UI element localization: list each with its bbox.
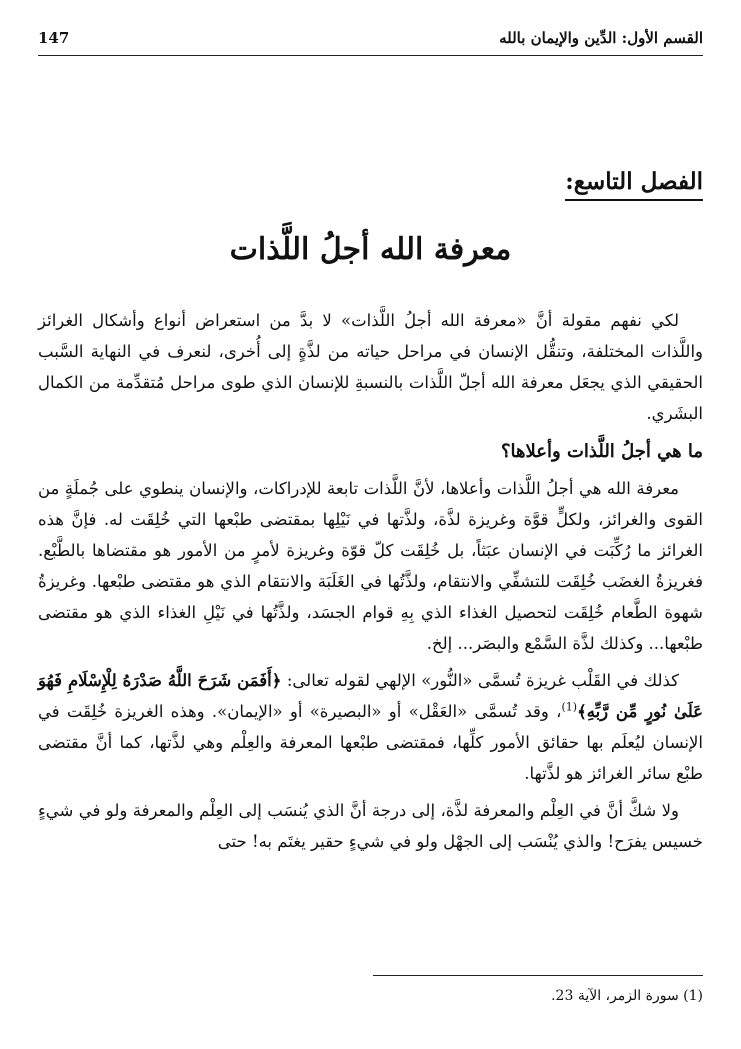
running-header xyxy=(38,26,703,50)
paragraph-pleasures: معرفة الله هي أجلُ اللَّذات وأعلاها، لأنَّ اللَّذات تابعة للإدراكات، والإنسان ينطوي على جُملَةٍ من القوى والغرائز، ولكلٍّ قوَّة وغريزة لذَّة، ولذَّتها في نَيْلِها بمقتضى طبْعها التي خُلِقَت له. فإنَّ هذه الغرائز ما رُكِّبَت في الإنسان عبَثاً، بل خُلِقَت كلّ قوّة وغريزة لأمرٍ من الأمور هو مقتضاها بالطَّبْع. فغريزةُ الغضَب خُلِقَت للتشفِّي والانتقام، ولذَّتُها في الغَلَبَة والانتقام الذي هو مقتضى طبْعها. وغريزةُ شهوة الطَّعام خُلِقَت لتحصيل الغذاء الذي بِهِ قوام الجسَد، ولذَّتُها في نَيْلِ الغذاء الذي هو مقتضى طبْعها... وكذلك لذَّة السَّمْع والبصَر... إلخ. xyxy=(38,479,703,653)
footnote-divider xyxy=(373,975,703,976)
quran-verse: ﴿أَفَمَن شَرَحَ اللَّهُ صَدْرَهُ لِلْإِسْلَامِ فَهُوَ عَلَىٰ نُورٍ مِّن رَّبِّهِ﴾ xyxy=(38,671,703,721)
page-number: 147 xyxy=(38,29,70,47)
body-text xyxy=(38,305,703,863)
footnote-reference[interactable]: (1) xyxy=(561,700,578,714)
chapter-label: الفصل التاسع: xyxy=(565,168,703,201)
paragraph-knowledge: ولا شكَّ أنَّ في العِلْم والمعرفة لذَّة، إلى درجة أنَّ الذي يُنسَب إلى العِلْم والمعرفة ولو في شيءٍ خسيس يفرَح! والذي يُنْسَب إلى الجهْل ولو في شيءٍ حقير يغتَم به! حتى xyxy=(38,801,703,851)
paragraph-light-end: ، وقد تُسمَّى «العَقْل» أو «البصيرة» أو «الإيمان». وهذه الغريزة خُلِقَت في الإنسان ليُعلَم بها حقائق الأمور كلِّها، فمقتضى طبْعها المعرفة والعِلْم وهي لذَّتها، كما أنَّ مقتضى طبْع سائر الغرائز هو لذَّتها. xyxy=(38,702,703,783)
book-page xyxy=(38,0,703,1049)
paragraph-light-start: كذلك في القَلْب غريزة تُسمَّى «النُّور» الإلهي لقوله تعالى: xyxy=(281,671,680,690)
section-heading: ما هي أجلُ اللَّذات وأعلاها؟ xyxy=(501,441,703,462)
chapter-title: معرفة الله أجلُ اللَّذات xyxy=(229,232,512,267)
paragraph-light xyxy=(38,665,703,789)
header-divider xyxy=(38,55,703,56)
running-title: القسم الأول: الدِّين والإيمان بالله xyxy=(499,29,703,47)
paragraph-intro: لكي نفهم مقولة أنَّ «معرفة الله أجلُ اللَّذات» لا بدَّ من استعراض أنواع وأشكال الغرائز واللَّذات المختلفة، وتنقُّل الإنسان في مراحل حياته من لذَّةٍ إلى أُخرى، لنعرف في النهاية السَّبب الحقيقي الذي يجعَل معرفة الله أجلّ اللَّذات بالنسبةِ للإنسان الذي طوى مراحل مُتقدِّمة من الكمال البشَري. xyxy=(38,311,703,423)
footnote: (1) سورة الزمر، الآية 23. xyxy=(551,988,703,1004)
